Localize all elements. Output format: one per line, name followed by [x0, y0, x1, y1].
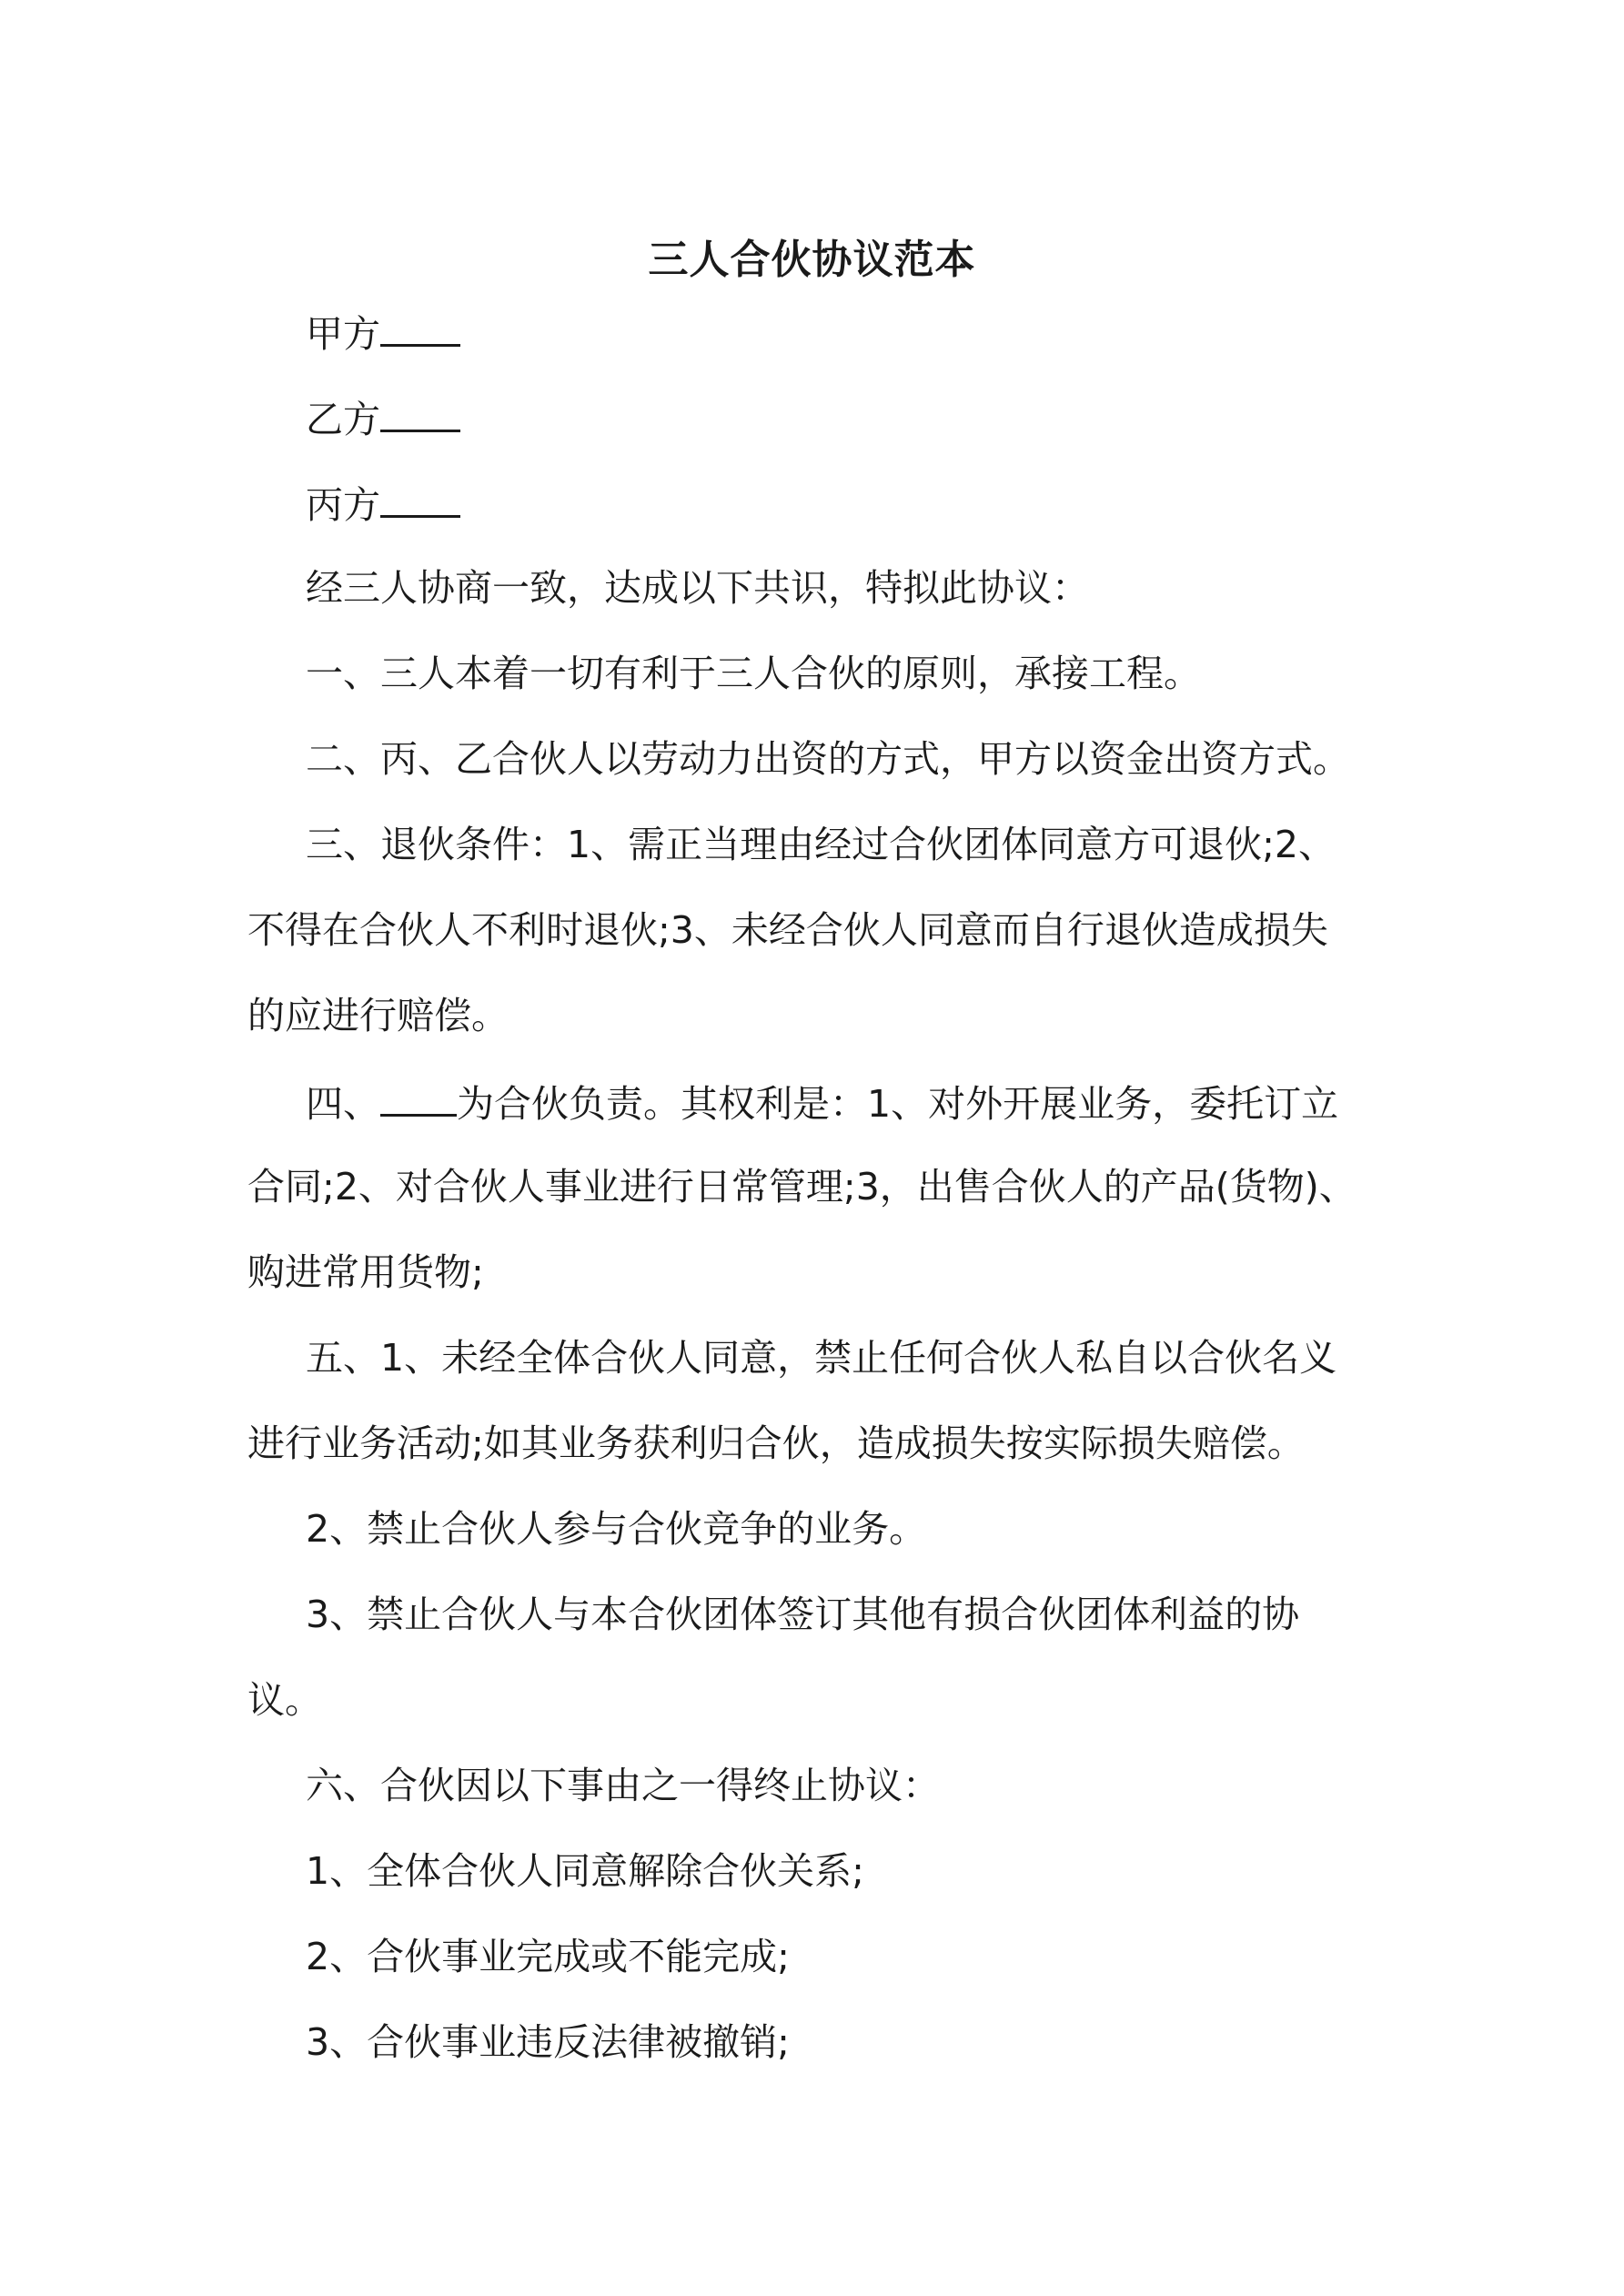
clause-4-line-2: 合同;2、对合伙人事业进行日常管理;3，出售合伙人的产品(货物)、 [247, 1165, 1357, 1209]
party-b-line [306, 391, 460, 445]
clause-1: 一、三人本着一切有利于三人合伙的原则，承接工程。 [306, 652, 1201, 695]
clause-2: 二、丙、乙合伙人以劳动力出资的方式，甲方以资金出资方式。 [306, 737, 1350, 781]
party-a-label: 甲方 [306, 312, 380, 356]
intro-paragraph: 经三人协商一致，达成以下共识，特拟此协议： [306, 566, 1089, 610]
party-b-blank [380, 391, 460, 432]
party-c-line [306, 477, 460, 531]
clause-5-item-2: 2、禁止合伙人参与合伙竞争的业务。 [306, 1507, 927, 1551]
party-c-label: 丙方 [306, 483, 380, 527]
clause-4-line-1-text: 为合伙负责。其权利是：1、对外开展业务，委托订立 [457, 1082, 1339, 1126]
clause-6-item-2: 2、合伙事业完成或不能完成; [306, 1935, 790, 1978]
clause-3-line-3: 的应进行赔偿。 [247, 994, 509, 1037]
clause-4-prefix: 四、 [306, 1082, 380, 1126]
party-c-blank [380, 477, 460, 518]
clause-6-item-3: 3、合伙事业违反法律被撤销; [306, 2020, 790, 2064]
clause-5-line-2: 进行业务活动;如其业务获利归合伙，造成损失按实际损失赔偿。 [247, 1421, 1305, 1465]
clause-6-item-1: 1、全体合伙人同意解除合伙关系; [306, 1849, 864, 1893]
clause-5-item-3-line-1: 3、禁止合伙人与本合伙团体签订其他有损合伙团体利益的协 [306, 1593, 1300, 1636]
document-title: 三人合伙协议范本 [648, 237, 976, 283]
party-a-blank [380, 306, 460, 347]
clause-3-line-1: 三、退伙条件：1、需正当理由经过合伙团体同意方可退伙;2、 [306, 823, 1336, 866]
party-b-label: 乙方 [306, 398, 380, 441]
clause-5-line-1: 五、1、未经全体合伙人同意，禁止任何合伙人私自以合伙名义 [306, 1336, 1337, 1380]
party-a-line [306, 306, 460, 359]
clause-4-blank [380, 1076, 457, 1117]
clause-4-line-3: 购进常用货物; [247, 1250, 484, 1294]
clause-6-heading: 六、合伙因以下事由之一得终止协议： [306, 1764, 940, 1807]
clause-3-line-2: 不得在合伙人不利时退伙;3、未经合伙人同意而自行退伙造成损失 [247, 908, 1328, 952]
clause-5-item-3-line-2: 议。 [247, 1678, 322, 1722]
clause-4-line-1 [306, 1076, 1338, 1129]
